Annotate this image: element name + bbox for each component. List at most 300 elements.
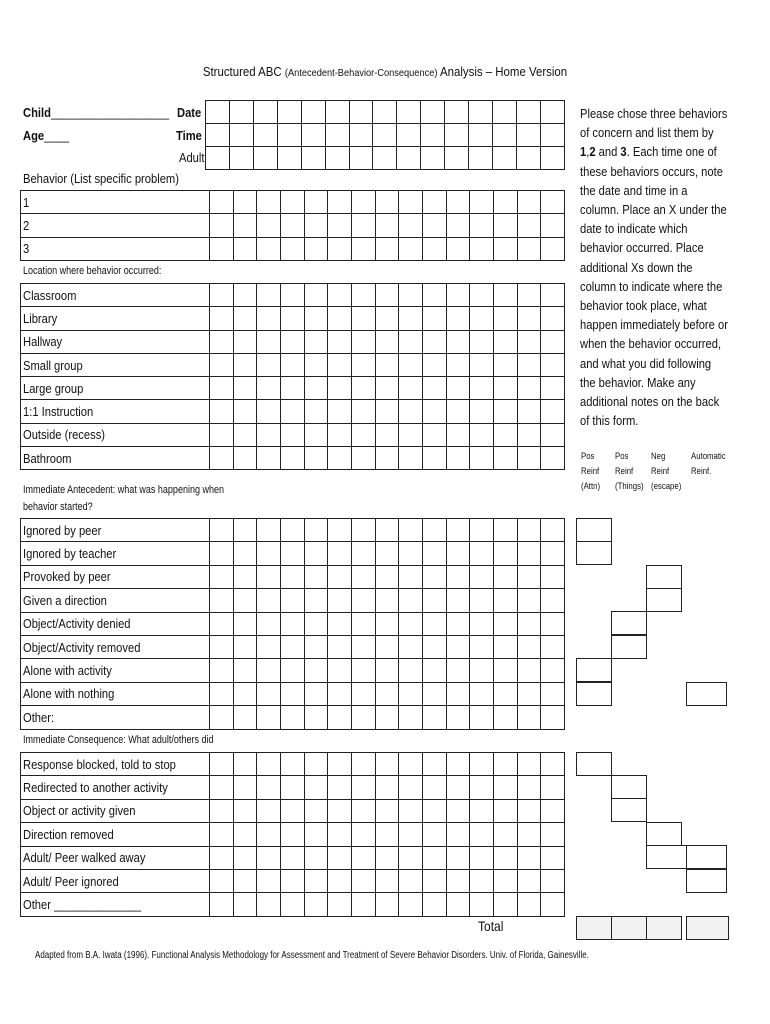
entry-cell[interactable] [493,307,517,330]
entry-cell[interactable] [351,893,375,916]
entry-cell[interactable] [399,353,423,376]
entry-cell[interactable] [304,635,328,658]
entry-cell[interactable] [493,191,517,214]
entry-cell[interactable] [446,589,470,612]
entry-cell[interactable] [517,612,541,635]
entry-cell[interactable] [446,423,470,446]
entry-cell[interactable] [233,423,257,446]
entry-cell[interactable] [399,589,423,612]
entry-cell[interactable] [517,659,541,682]
entry-cell[interactable] [375,659,399,682]
entry-cell[interactable] [328,400,352,423]
entry-cell[interactable] [233,353,257,376]
entry-cell[interactable] [375,214,399,237]
tally-box[interactable] [576,682,612,706]
entry-cell[interactable] [280,635,304,658]
entry-cell[interactable] [375,893,399,916]
entry-cell[interactable] [493,330,517,353]
entry-cell[interactable] [280,423,304,446]
entry-cell[interactable] [541,307,565,330]
entry-cell[interactable] [280,284,304,307]
entry-cell[interactable] [328,893,352,916]
entry-cell[interactable] [304,659,328,682]
entry-cell[interactable] [517,776,541,799]
entry-cell[interactable] [233,823,257,846]
entry-cell[interactable] [257,706,281,729]
entry-cell[interactable] [233,519,257,542]
entry-cell[interactable] [493,635,517,658]
entry-cell[interactable] [209,237,233,260]
entry-cell[interactable] [470,377,494,400]
entry-cell[interactable] [493,893,517,916]
entry-cell[interactable] [446,330,470,353]
entry-cell[interactable] [517,799,541,822]
entry-cell[interactable] [257,307,281,330]
entry-cell[interactable] [422,307,446,330]
entry-cell[interactable] [280,353,304,376]
entry-cell[interactable] [328,799,352,822]
entry-cell[interactable] [209,353,233,376]
entry-cell[interactable] [470,191,494,214]
entry-cell[interactable] [517,682,541,705]
entry-cell[interactable] [517,214,541,237]
entry-cell[interactable] [304,542,328,565]
entry-cell[interactable] [493,823,517,846]
entry-cell[interactable] [446,400,470,423]
entry-cell[interactable] [328,823,352,846]
entry-cell[interactable] [280,799,304,822]
entry-cell[interactable] [304,799,328,822]
entry-cell[interactable] [422,191,446,214]
entry-cell[interactable] [422,706,446,729]
entry-cell[interactable] [233,191,257,214]
tally-box[interactable] [576,658,612,682]
total-box-neg-escape[interactable] [646,916,682,940]
entry-cell[interactable] [328,753,352,776]
entry-cell[interactable] [277,147,301,170]
entry-cell[interactable] [351,400,375,423]
entry-cell[interactable] [233,307,257,330]
entry-cell[interactable] [257,612,281,635]
entry-cell[interactable] [328,589,352,612]
entry-cell[interactable] [304,893,328,916]
entry-cell[interactable] [446,284,470,307]
entry-cell[interactable] [351,423,375,446]
entry-cell[interactable] [541,612,565,635]
entry-cell[interactable] [233,799,257,822]
entry-cell[interactable] [209,682,233,705]
entry-cell[interactable] [351,447,375,470]
entry-cell[interactable] [541,565,565,588]
entry-cell[interactable] [517,753,541,776]
entry-cell[interactable] [328,682,352,705]
entry-cell[interactable] [375,846,399,869]
entry-cell[interactable] [517,565,541,588]
tally-box[interactable] [646,822,682,846]
total-box-pos-attn[interactable] [576,916,612,940]
entry-cell[interactable] [541,846,565,869]
entry-cell[interactable] [257,214,281,237]
entry-cell[interactable] [422,869,446,892]
entry-cell[interactable] [375,377,399,400]
entry-cell[interactable] [257,776,281,799]
entry-cell[interactable] [351,823,375,846]
entry-cell[interactable] [349,124,373,147]
entry-cell[interactable] [541,423,565,446]
entry-cell[interactable] [351,214,375,237]
entry-cell[interactable] [351,776,375,799]
entry-cell[interactable] [517,284,541,307]
entry-cell[interactable] [257,353,281,376]
entry-cell[interactable] [446,869,470,892]
entry-cell[interactable] [209,612,233,635]
entry-cell[interactable] [446,353,470,376]
entry-cell[interactable] [209,589,233,612]
entry-cell[interactable] [541,682,565,705]
tally-box[interactable] [686,845,727,869]
entry-cell[interactable] [422,237,446,260]
entry-cell[interactable] [233,893,257,916]
entry-cell[interactable] [422,753,446,776]
entry-cell[interactable] [517,377,541,400]
entry-cell[interactable] [375,330,399,353]
entry-cell[interactable] [375,284,399,307]
entry-cell[interactable] [351,542,375,565]
entry-cell[interactable] [446,377,470,400]
entry-cell[interactable] [399,799,423,822]
entry-cell[interactable] [375,589,399,612]
entry-cell[interactable] [351,330,375,353]
entry-cell[interactable] [280,589,304,612]
entry-cell[interactable] [351,589,375,612]
entry-cell[interactable] [470,214,494,237]
entry-cell[interactable] [233,237,257,260]
entry-cell[interactable] [493,377,517,400]
entry-cell[interactable] [375,353,399,376]
entry-cell[interactable] [328,612,352,635]
entry-cell[interactable] [422,400,446,423]
entry-cell[interactable] [446,542,470,565]
entry-cell[interactable] [328,214,352,237]
entry-cell[interactable] [517,869,541,892]
entry-cell[interactable] [304,823,328,846]
entry-cell[interactable] [206,147,230,170]
entry-cell[interactable] [541,284,565,307]
entry-cell[interactable] [233,284,257,307]
tally-box[interactable] [576,541,612,565]
entry-cell[interactable] [328,353,352,376]
entry-cell[interactable] [446,191,470,214]
entry-cell[interactable] [351,706,375,729]
entry-cell[interactable] [517,893,541,916]
entry-cell[interactable] [493,846,517,869]
entry-cell[interactable] [516,124,540,147]
tally-box[interactable] [576,752,612,776]
entry-cell[interactable] [375,400,399,423]
entry-cell[interactable] [280,869,304,892]
entry-cell[interactable] [540,124,564,147]
entry-cell[interactable] [304,846,328,869]
entry-cell[interactable] [304,423,328,446]
entry-cell[interactable] [399,635,423,658]
entry-cell[interactable] [446,753,470,776]
entry-cell[interactable] [517,542,541,565]
entry-cell[interactable] [541,869,565,892]
entry-cell[interactable] [399,846,423,869]
entry-cell[interactable] [399,377,423,400]
entry-cell[interactable] [304,869,328,892]
entry-cell[interactable] [328,447,352,470]
entry-cell[interactable] [470,284,494,307]
entry-cell[interactable] [470,659,494,682]
entry-cell[interactable] [209,753,233,776]
entry-cell[interactable] [541,542,565,565]
entry-cell[interactable] [328,869,352,892]
tally-box[interactable] [646,588,682,612]
entry-cell[interactable] [470,612,494,635]
entry-cell[interactable] [351,284,375,307]
entry-cell[interactable] [304,776,328,799]
entry-cell[interactable] [517,423,541,446]
entry-cell[interactable] [351,753,375,776]
entry-cell[interactable] [493,753,517,776]
entry-cell[interactable] [470,400,494,423]
entry-cell[interactable] [493,776,517,799]
entry-cell[interactable] [540,101,564,124]
entry-cell[interactable] [328,706,352,729]
entry-cell[interactable] [375,706,399,729]
entry-cell[interactable] [277,101,301,124]
entry-cell[interactable] [446,214,470,237]
entry-cell[interactable] [446,659,470,682]
entry-cell[interactable] [257,823,281,846]
entry-cell[interactable] [399,307,423,330]
entry-cell[interactable] [304,753,328,776]
entry-cell[interactable] [422,823,446,846]
entry-cell[interactable] [233,612,257,635]
entry-cell[interactable] [304,214,328,237]
entry-cell[interactable] [541,893,565,916]
entry-cell[interactable] [375,635,399,658]
entry-cell[interactable] [351,565,375,588]
entry-cell[interactable] [257,542,281,565]
entry-cell[interactable] [446,893,470,916]
tally-box[interactable] [611,611,647,635]
entry-cell[interactable] [399,869,423,892]
entry-cell[interactable] [280,307,304,330]
entry-cell[interactable] [375,869,399,892]
entry-cell[interactable] [233,869,257,892]
entry-cell[interactable] [446,307,470,330]
entry-cell[interactable] [446,706,470,729]
entry-cell[interactable] [422,284,446,307]
entry-cell[interactable] [351,659,375,682]
entry-cell[interactable] [301,147,325,170]
entry-cell[interactable] [470,869,494,892]
entry-cell[interactable] [233,589,257,612]
entry-cell[interactable] [328,659,352,682]
entry-cell[interactable] [280,519,304,542]
entry-cell[interactable] [470,542,494,565]
entry-cell[interactable] [541,330,565,353]
entry-cell[interactable] [541,776,565,799]
entry-cell[interactable] [399,447,423,470]
entry-cell[interactable] [233,330,257,353]
entry-cell[interactable] [422,214,446,237]
entry-cell[interactable] [375,447,399,470]
entry-cell[interactable] [470,706,494,729]
entry-cell[interactable] [233,659,257,682]
entry-cell[interactable] [257,565,281,588]
entry-cell[interactable] [517,519,541,542]
tally-box[interactable] [611,798,647,822]
entry-cell[interactable] [351,191,375,214]
entry-cell[interactable] [422,799,446,822]
entry-cell[interactable] [541,799,565,822]
entry-cell[interactable] [304,519,328,542]
entry-cell[interactable] [351,635,375,658]
entry-cell[interactable] [328,423,352,446]
entry-cell[interactable] [375,237,399,260]
entry-cell[interactable] [349,101,373,124]
entry-cell[interactable] [209,565,233,588]
entry-cell[interactable] [470,682,494,705]
entry-cell[interactable] [493,682,517,705]
entry-cell[interactable] [445,147,469,170]
entry-cell[interactable] [209,869,233,892]
entry-cell[interactable] [399,893,423,916]
entry-cell[interactable] [257,893,281,916]
entry-cell[interactable] [328,776,352,799]
entry-cell[interactable] [277,124,301,147]
entry-cell[interactable] [233,377,257,400]
entry-cell[interactable] [351,846,375,869]
entry-cell[interactable] [280,753,304,776]
entry-cell[interactable] [446,776,470,799]
entry-cell[interactable] [517,237,541,260]
entry-cell[interactable] [470,565,494,588]
entry-cell[interactable] [257,846,281,869]
entry-cell[interactable] [209,893,233,916]
entry-cell[interactable] [541,823,565,846]
tally-box[interactable] [646,845,687,869]
entry-cell[interactable] [493,284,517,307]
entry-cell[interactable] [233,753,257,776]
entry-cell[interactable] [351,307,375,330]
entry-cell[interactable] [422,659,446,682]
entry-cell[interactable] [422,846,446,869]
entry-cell[interactable] [399,753,423,776]
entry-cell[interactable] [328,377,352,400]
entry-cell[interactable] [209,191,233,214]
entry-cell[interactable] [375,542,399,565]
entry-cell[interactable] [209,519,233,542]
entry-cell[interactable] [470,635,494,658]
entry-cell[interactable] [280,823,304,846]
entry-cell[interactable] [399,237,423,260]
entry-cell[interactable] [541,191,565,214]
entry-cell[interactable] [209,706,233,729]
entry-cell[interactable] [280,400,304,423]
entry-cell[interactable] [422,423,446,446]
entry-cell[interactable] [517,307,541,330]
entry-cell[interactable] [253,147,277,170]
entry-cell[interactable] [493,214,517,237]
entry-cell[interactable] [328,846,352,869]
entry-cell[interactable] [233,214,257,237]
entry-cell[interactable] [280,682,304,705]
entry-cell[interactable] [470,799,494,822]
tally-box[interactable] [611,775,647,799]
entry-cell[interactable] [280,893,304,916]
entry-cell[interactable] [399,284,423,307]
entry-cell[interactable] [541,447,565,470]
entry-cell[interactable] [470,307,494,330]
entry-cell[interactable] [399,191,423,214]
entry-cell[interactable] [233,400,257,423]
entry-cell[interactable] [257,869,281,892]
entry-cell[interactable] [422,447,446,470]
entry-cell[interactable] [540,147,564,170]
entry-cell[interactable] [399,214,423,237]
entry-cell[interactable] [399,519,423,542]
entry-cell[interactable] [304,447,328,470]
entry-cell[interactable] [470,893,494,916]
entry-cell[interactable] [493,353,517,376]
entry-cell[interactable] [280,565,304,588]
entry-cell[interactable] [399,330,423,353]
entry-cell[interactable] [280,330,304,353]
entry-cell[interactable] [233,776,257,799]
entry-cell[interactable] [470,589,494,612]
entry-cell[interactable] [257,377,281,400]
entry-cell[interactable] [541,659,565,682]
entry-cell[interactable] [280,659,304,682]
entry-cell[interactable] [209,284,233,307]
entry-cell[interactable] [470,237,494,260]
entry-cell[interactable] [517,823,541,846]
entry-cell[interactable] [421,124,445,147]
entry-cell[interactable] [304,400,328,423]
tally-box[interactable] [686,682,727,706]
entry-cell[interactable] [304,682,328,705]
entry-cell[interactable] [257,753,281,776]
entry-cell[interactable] [493,147,517,170]
entry-cell[interactable] [280,706,304,729]
entry-cell[interactable] [325,147,349,170]
entry-cell[interactable] [304,191,328,214]
tally-box[interactable] [611,635,647,659]
entry-cell[interactable] [399,400,423,423]
entry-cell[interactable] [422,589,446,612]
total-box-automatic[interactable] [686,916,729,940]
entry-cell[interactable] [470,846,494,869]
entry-cell[interactable] [422,635,446,658]
entry-cell[interactable] [446,635,470,658]
entry-cell[interactable] [422,682,446,705]
entry-cell[interactable] [470,823,494,846]
entry-cell[interactable] [257,519,281,542]
entry-cell[interactable] [422,519,446,542]
entry-cell[interactable] [493,542,517,565]
entry-cell[interactable] [541,519,565,542]
entry-cell[interactable] [541,353,565,376]
entry-cell[interactable] [516,101,540,124]
entry-cell[interactable] [516,147,540,170]
entry-cell[interactable] [209,659,233,682]
entry-cell[interactable] [493,612,517,635]
entry-cell[interactable] [375,823,399,846]
